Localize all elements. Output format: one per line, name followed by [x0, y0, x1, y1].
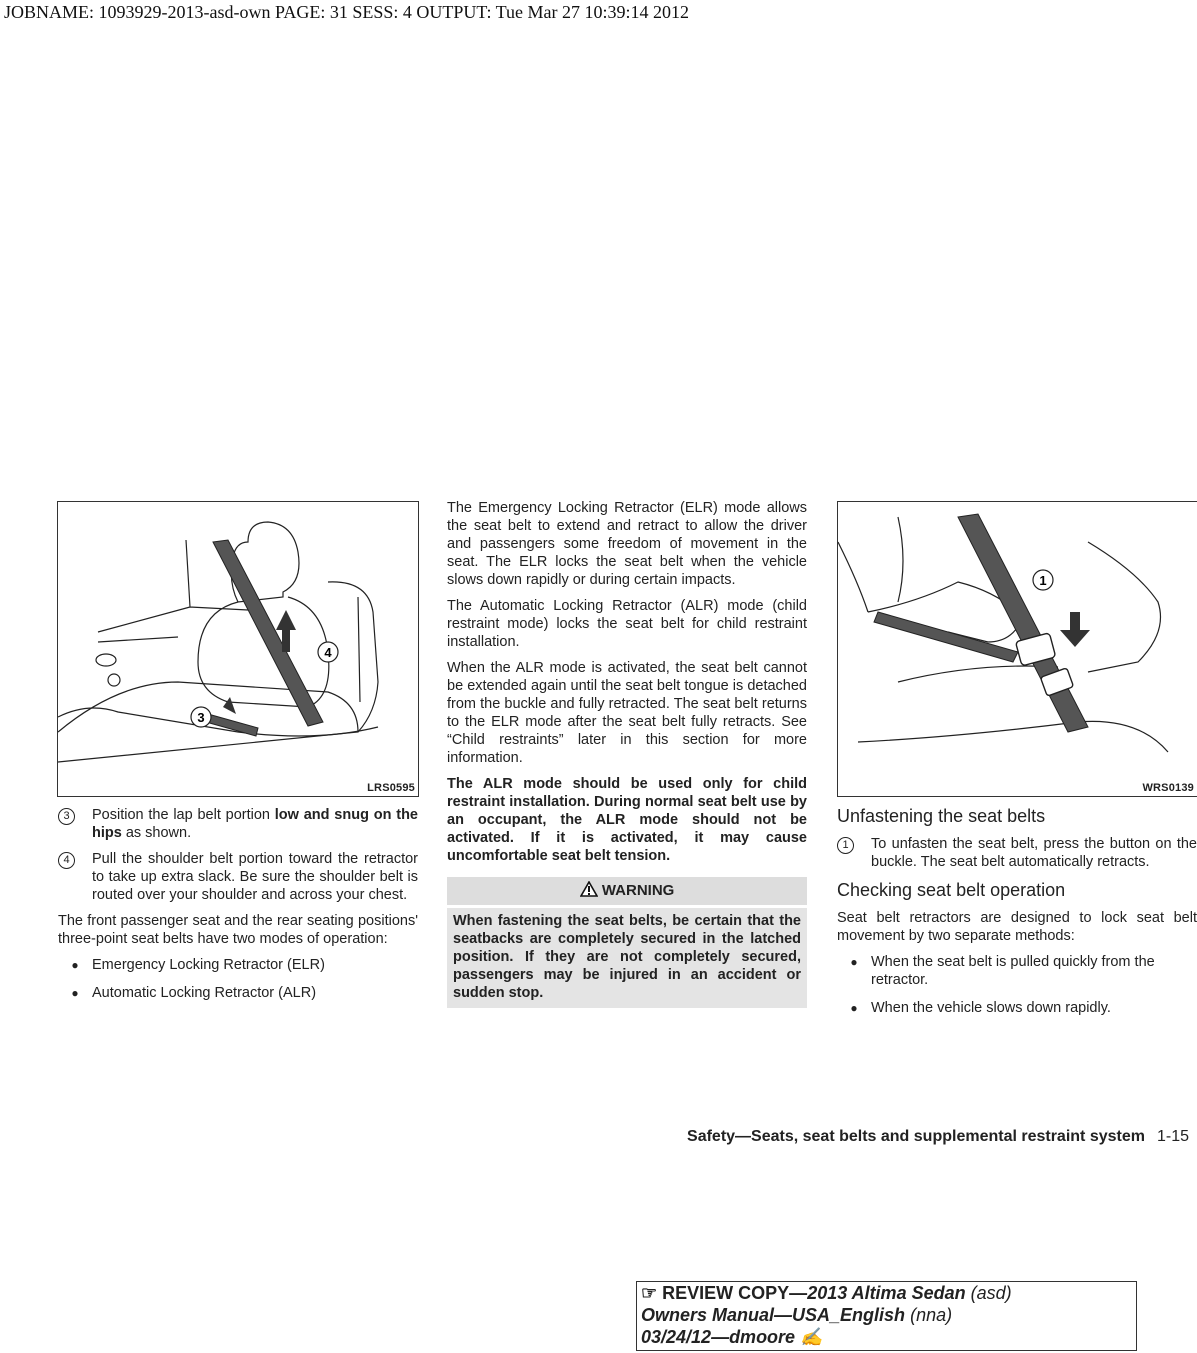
job-header-line: JOBNAME: 1093929-2013-asd-own PAGE: 31 SESS: 4 OUTPUT: Tue Mar 27 10:39:14 2012	[4, 2, 689, 22]
step-text: To unfasten the seat belt, press the button on the buckle. The seat belt automatically retracts.	[871, 836, 1197, 870]
passenger-belt-drawing	[58, 502, 418, 796]
review-line-2	[641, 1304, 1132, 1326]
review-line-3	[641, 1326, 1132, 1348]
list-item: ● Emergency Locking Retractor (ELR)	[71, 957, 325, 973]
review-line-1	[641, 1282, 1132, 1304]
step-text-end: as shown.	[121, 825, 192, 841]
list-item-text: When the vehicle slows down rapidly.	[871, 1000, 1111, 1016]
figure-code: WRS0139	[1142, 782, 1194, 794]
list-item: ● Automatic Locking Retractor (ALR)	[71, 985, 317, 1001]
list-item: ● When the seat belt is pulled quickly from the retractor.	[837, 953, 1197, 989]
list-item: ● When the vehicle slows down rapidly.	[850, 1000, 1111, 1016]
section-heading-checking: Checking seat belt operation	[837, 880, 1066, 900]
footer-section-title: Safety—Seats, seat belts and supplemental restraint system	[687, 1128, 1145, 1145]
step-number: 3	[58, 808, 75, 825]
figure-lap-belt-illustration	[57, 501, 419, 797]
step-1	[837, 835, 1197, 871]
paragraph-elr: The Emergency Locking Retractor (ELR) mode allows the seat belt to extend and retract to allow the driver and passengers some freedom of movement in the seat. The ELR locks the seat belt when the vehicle slows down rapidly or during certain impacts.	[447, 500, 807, 588]
list-item-text: When the seat belt is pulled quickly from the retractor.	[871, 954, 1155, 988]
callout-label-4: 4	[324, 645, 332, 660]
step-number: 4	[58, 852, 75, 869]
figure-code: LRS0595	[367, 782, 415, 794]
column-left	[58, 806, 418, 1012]
review-date-author: 03/24/12—dmoore	[641, 1327, 796, 1347]
paragraph-modes: The front passenger seat and the rear seating positions' three-point seat belts have two modes of operation:	[58, 913, 418, 947]
paragraph-alr-note: The ALR mode should be used only for child restraint installation. During normal seat belt use by an occupant, the ALR mode should not be activated. If it is activated, it may cause uncomfortable seat belt tension.	[447, 776, 807, 864]
warning-body: When fastening the seat belts, be certain that the seatbacks are completely secured in the latched position. If they are not completely secured, passengers may be injured in an accident or sudden stop.	[447, 908, 807, 1008]
callout-label-1: 1	[1039, 573, 1047, 588]
review-manual-code: (nna)	[910, 1305, 953, 1325]
step-number: 1	[837, 837, 854, 854]
warning-title: WARNING	[601, 882, 675, 899]
warning-triangle-icon	[580, 881, 598, 897]
review-manual: Owners Manual—USA_English	[641, 1305, 906, 1325]
section-heading-unfastening: Unfastening the seat belts	[837, 806, 1046, 826]
page-footer	[687, 1128, 1189, 1146]
paragraph-alr-activated: When the ALR mode is activated, the seat belt cannot be extended again until the seat belt tongue is detached from the buckle and fully retracted. The seat belt returns to the ELR mode after the seat belt fully retracts. See “Child restraints” later in this section for more information.	[447, 660, 807, 766]
warning-header	[447, 877, 807, 905]
paragraph-alr: The Automatic Locking Retractor (ALR) mode (child restraint mode) locks the seat belt for child restraint installation.	[447, 598, 807, 650]
step-4	[58, 850, 418, 904]
buckle-release-drawing	[838, 502, 1197, 796]
callout-label-3: 3	[197, 710, 205, 725]
review-label: REVIEW COPY—	[662, 1283, 808, 1303]
step-emphasis: low and snug on the hips	[92, 807, 418, 841]
review-model: 2013 Altima Sedan	[807, 1283, 966, 1303]
list-item-text: Emergency Locking Retractor (ELR)	[92, 957, 325, 973]
review-model-code: (asd)	[970, 1283, 1012, 1303]
step-text: Position the lap belt portion	[92, 807, 275, 823]
writing-hand-icon: ✍	[800, 1327, 823, 1347]
page-number: 1-15	[1156, 1128, 1189, 1145]
paragraph-retractors: Seat belt retractors are designed to lock seat belt movement by two separate methods:	[837, 910, 1197, 944]
step-3	[58, 806, 418, 842]
review-copy-stamp	[636, 1281, 1137, 1351]
figure-unfasten-illustration	[837, 501, 1197, 797]
column-middle	[447, 499, 807, 1008]
pointing-hand-icon: ☞	[641, 1283, 658, 1303]
list-item-text: Automatic Locking Retractor (ALR)	[92, 985, 317, 1001]
step-text: Pull the shoulder belt portion toward the retractor to take up extra slack. Be sure the shoulder belt is routed over your shoulder and across your chest.	[92, 851, 418, 903]
column-right	[837, 805, 1197, 1027]
